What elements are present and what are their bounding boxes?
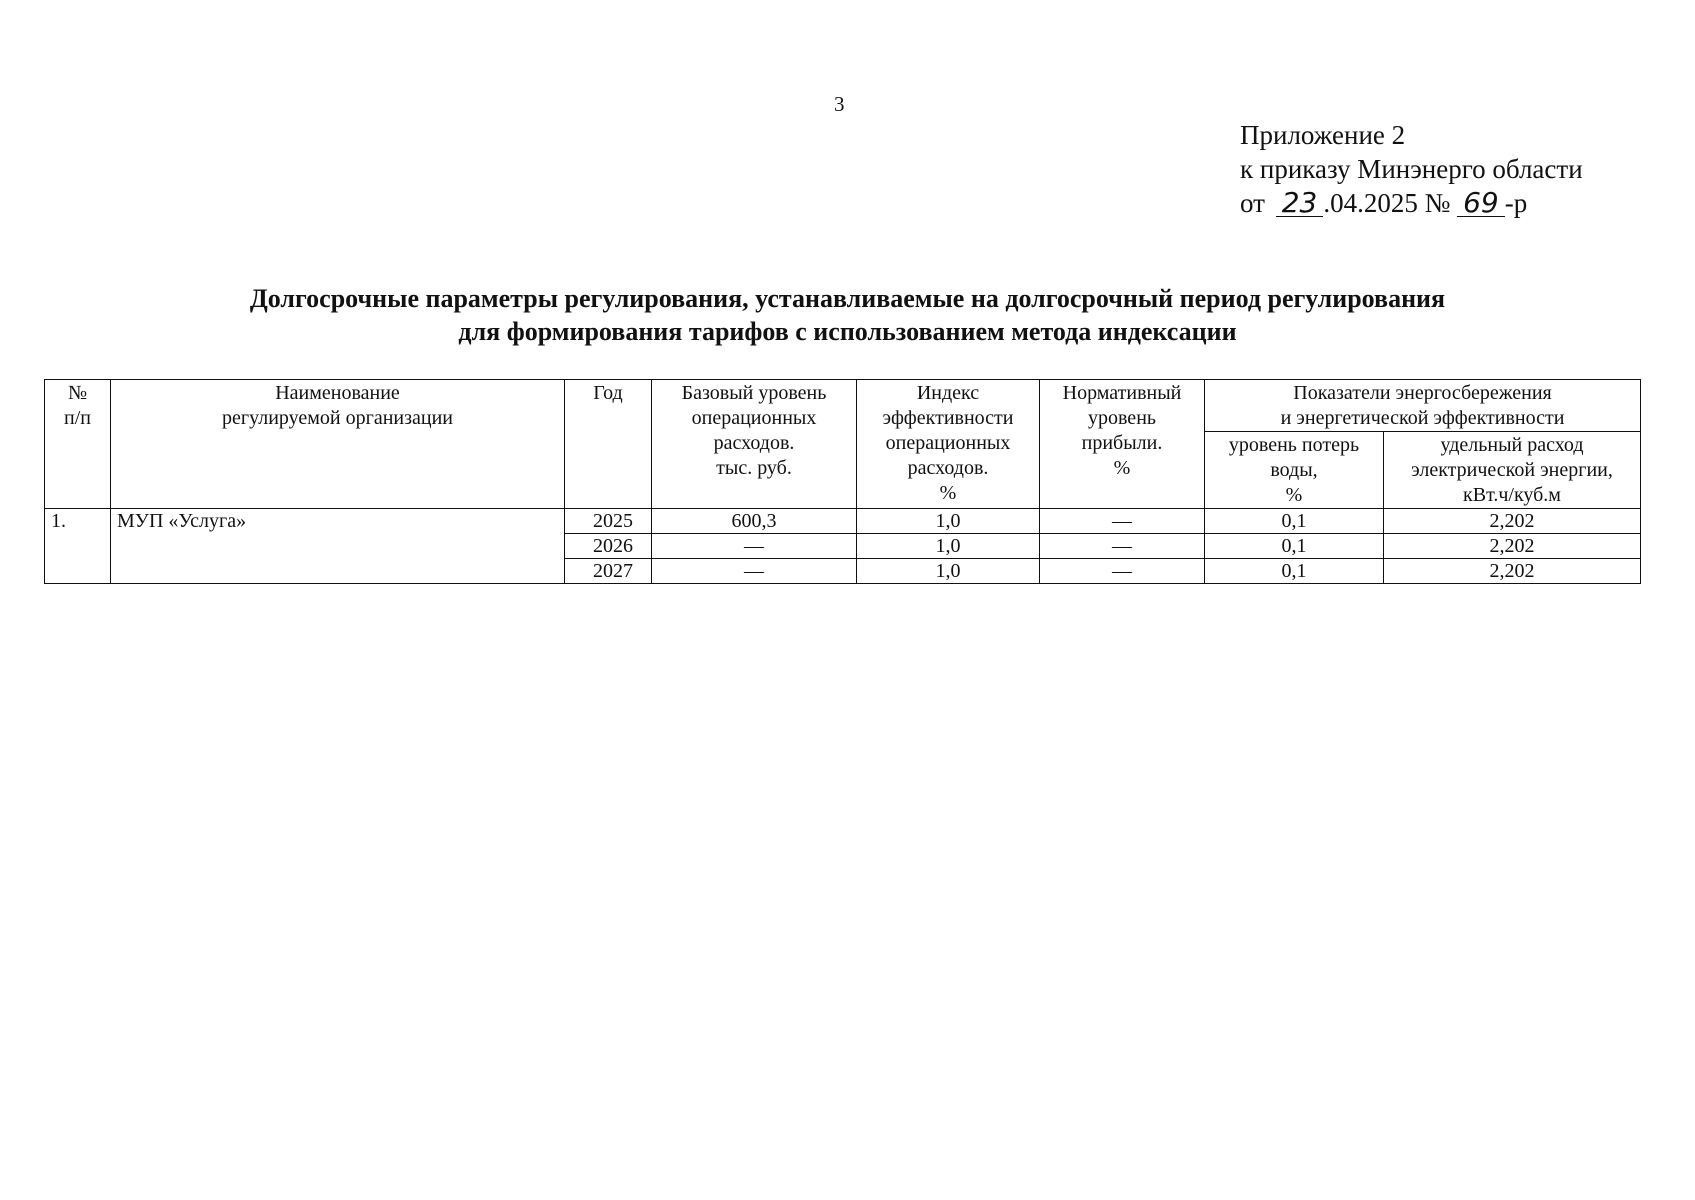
year-cell: 2027 (565, 559, 652, 584)
base-cost-cell: — (652, 534, 857, 559)
base-cost-cell: 600,3 (652, 509, 857, 534)
title-line-2: для формирования тарифов с использованием метода индексации (458, 317, 1237, 346)
header-org: Наименование регулируемой организации (111, 380, 565, 509)
appendix-order-ref: к приказу Минэнерго области (1240, 154, 1583, 184)
water-losses-cell: 0,1 (1205, 559, 1384, 584)
date-prefix: от (1240, 188, 1265, 218)
year-cell: 2025 (565, 509, 652, 534)
document-title (0, 282, 1695, 348)
profit-level-cell: — (1040, 534, 1205, 559)
efficiency-index-cell: 1,0 (857, 559, 1040, 584)
order-suffix: -р (1504, 188, 1528, 218)
electricity-usage-cell: 2,202 (1384, 534, 1641, 559)
efficiency-index-cell: 1,0 (857, 534, 1040, 559)
profit-level-cell: — (1040, 509, 1205, 534)
header-base-cost: Базовый уровень операционных расходов. тыс. руб. (652, 380, 857, 509)
appendix-title: Приложение 2 (1240, 120, 1406, 150)
handwritten-day: 23 (1276, 190, 1324, 217)
efficiency-index-cell: 1,0 (857, 509, 1040, 534)
header-energy-group: Показатели энергосбережения и энергетической эффективности (1205, 380, 1641, 432)
electricity-usage-cell: 2,202 (1384, 559, 1641, 584)
parameters-table (44, 379, 1641, 584)
header-num: № п/п (45, 380, 111, 509)
handwritten-order-number: 69 (1457, 190, 1505, 217)
table-row (45, 509, 1641, 534)
water-losses-cell: 0,1 (1205, 534, 1384, 559)
header-water-losses: уровень потерь воды, % (1205, 432, 1384, 509)
profit-level-cell: — (1040, 559, 1205, 584)
header-row-1 (45, 380, 1641, 432)
header-electricity-usage: удельный расход электрической энергии, кВт.ч/куб.м (1384, 432, 1641, 509)
electricity-usage-cell: 2,202 (1384, 509, 1641, 534)
appendix-date-line (1240, 186, 1583, 220)
appendix-block (1240, 118, 1583, 220)
header-profit-level: Нормативный уровень прибыли. % (1040, 380, 1205, 509)
page-number: 3 (834, 92, 845, 116)
date-rest: .04.2025 № (1323, 188, 1451, 218)
title-line-1: Долгосрочные параметры регулирования, устанавливаемые на долгосрочный период регулирования (249, 284, 1446, 313)
header-year: Год (565, 380, 652, 509)
year-cell: 2026 (565, 534, 652, 559)
water-losses-cell: 0,1 (1205, 509, 1384, 534)
org-name-cell: МУП «Услуга» (111, 509, 565, 584)
header-efficiency-index: Индекс эффективности операционных расходов. % (857, 380, 1040, 509)
org-number-cell: 1. (45, 509, 111, 584)
base-cost-cell: — (652, 559, 857, 584)
